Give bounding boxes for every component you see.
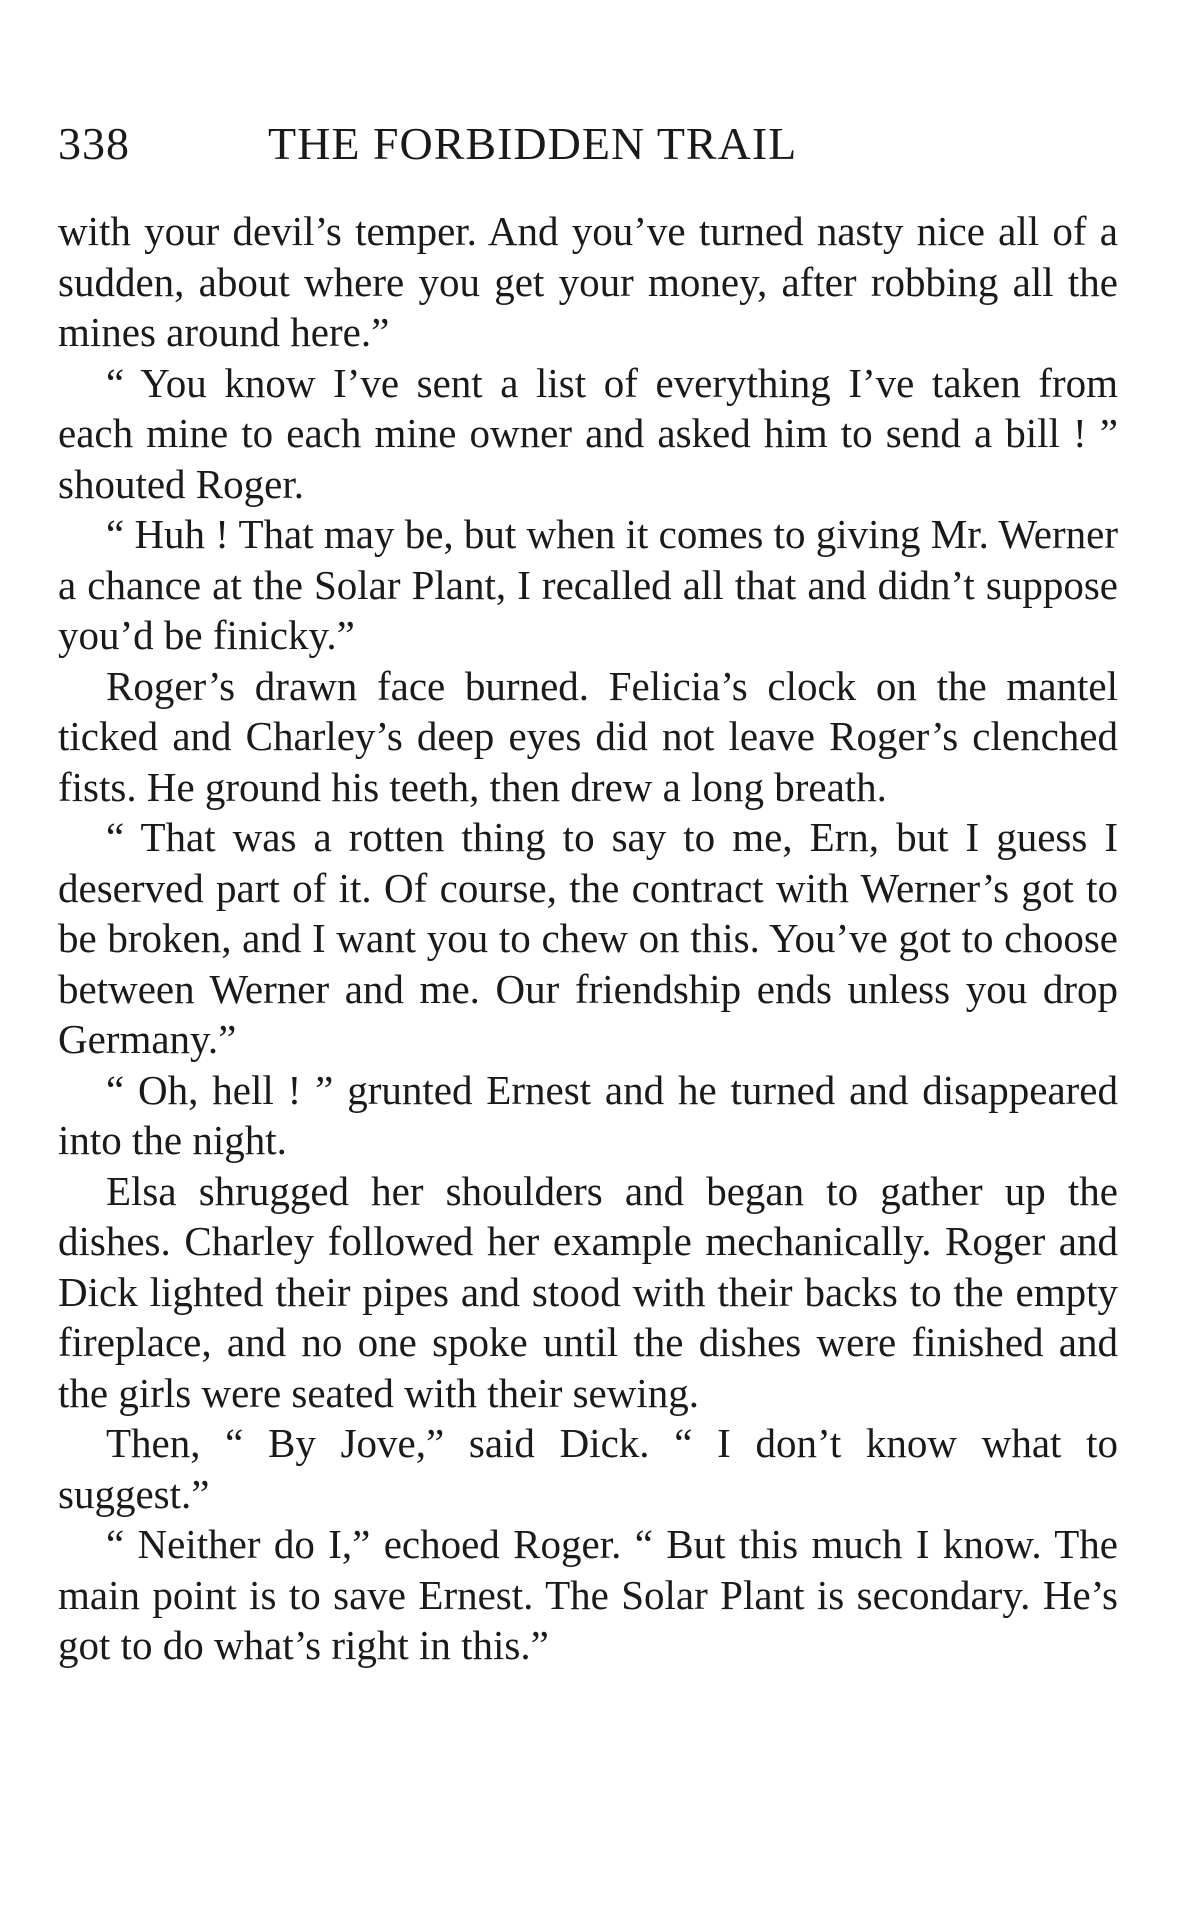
paragraph: “ Oh, hell ! ” grunted Ernest and he turned and disappeared into the night.	[58, 1066, 1118, 1163]
paragraph: Elsa shrugged her shoulders and began to gather up the dishes. Charley followed her example mechanically. Roger and Dick lighted their pipes and stood with their backs to the empty fireplace, and no one spoke until the dishes were finished and the girls were seated with their sewing.	[58, 1167, 1118, 1416]
paragraph: “ That was a rotten thing to say to me, Ern, but I guess I deserved part of it. Of course, the contract with Werner’s got to be broken, and I want you to chew on this. You’ve got to choose between Werner and me. Our friendship ends unless you drop Germany.”	[58, 814, 1118, 1062]
paragraph-continuation: with your devil’s temper. And you’ve turned nasty nice all of a sudden, about where you get your money, after robbing all the mines around here.”	[58, 208, 1118, 355]
paragraph: “ You know I’ve sent a list of everything I’ve taken from each mine to each mine owner and asked him to send a bill ! ” shouted Roger.	[58, 359, 1118, 507]
paragraph: Roger’s drawn face burned. Felicia’s clock on the mantel ticked and Charley’s deep eyes did not leave Roger’s clenched fists. He ground his teeth, then drew a long breath.	[58, 662, 1118, 810]
page-number: 338	[58, 118, 130, 169]
paragraph: “ Huh ! That may be, but when it comes to giving Mr. Werner a chance at the Solar Plant, I recalled all that and didn’t suppose you’d be finicky.”	[58, 511, 1119, 658]
running-head	[58, 112, 1138, 176]
book-title: THE FORBIDDEN TRAIL	[268, 118, 798, 169]
paragraph: “ Neither do I,” echoed Roger. “ But this much I know. The main point is to save Ernest. The Solar Plant is secondary. He’s got to do what’s right in this.”	[58, 1521, 1118, 1668]
paragraph: Then, “ By Jove,” said Dick. “ I don’t know what to suggest.”	[58, 1420, 1118, 1517]
body-text	[58, 206, 1118, 1671]
